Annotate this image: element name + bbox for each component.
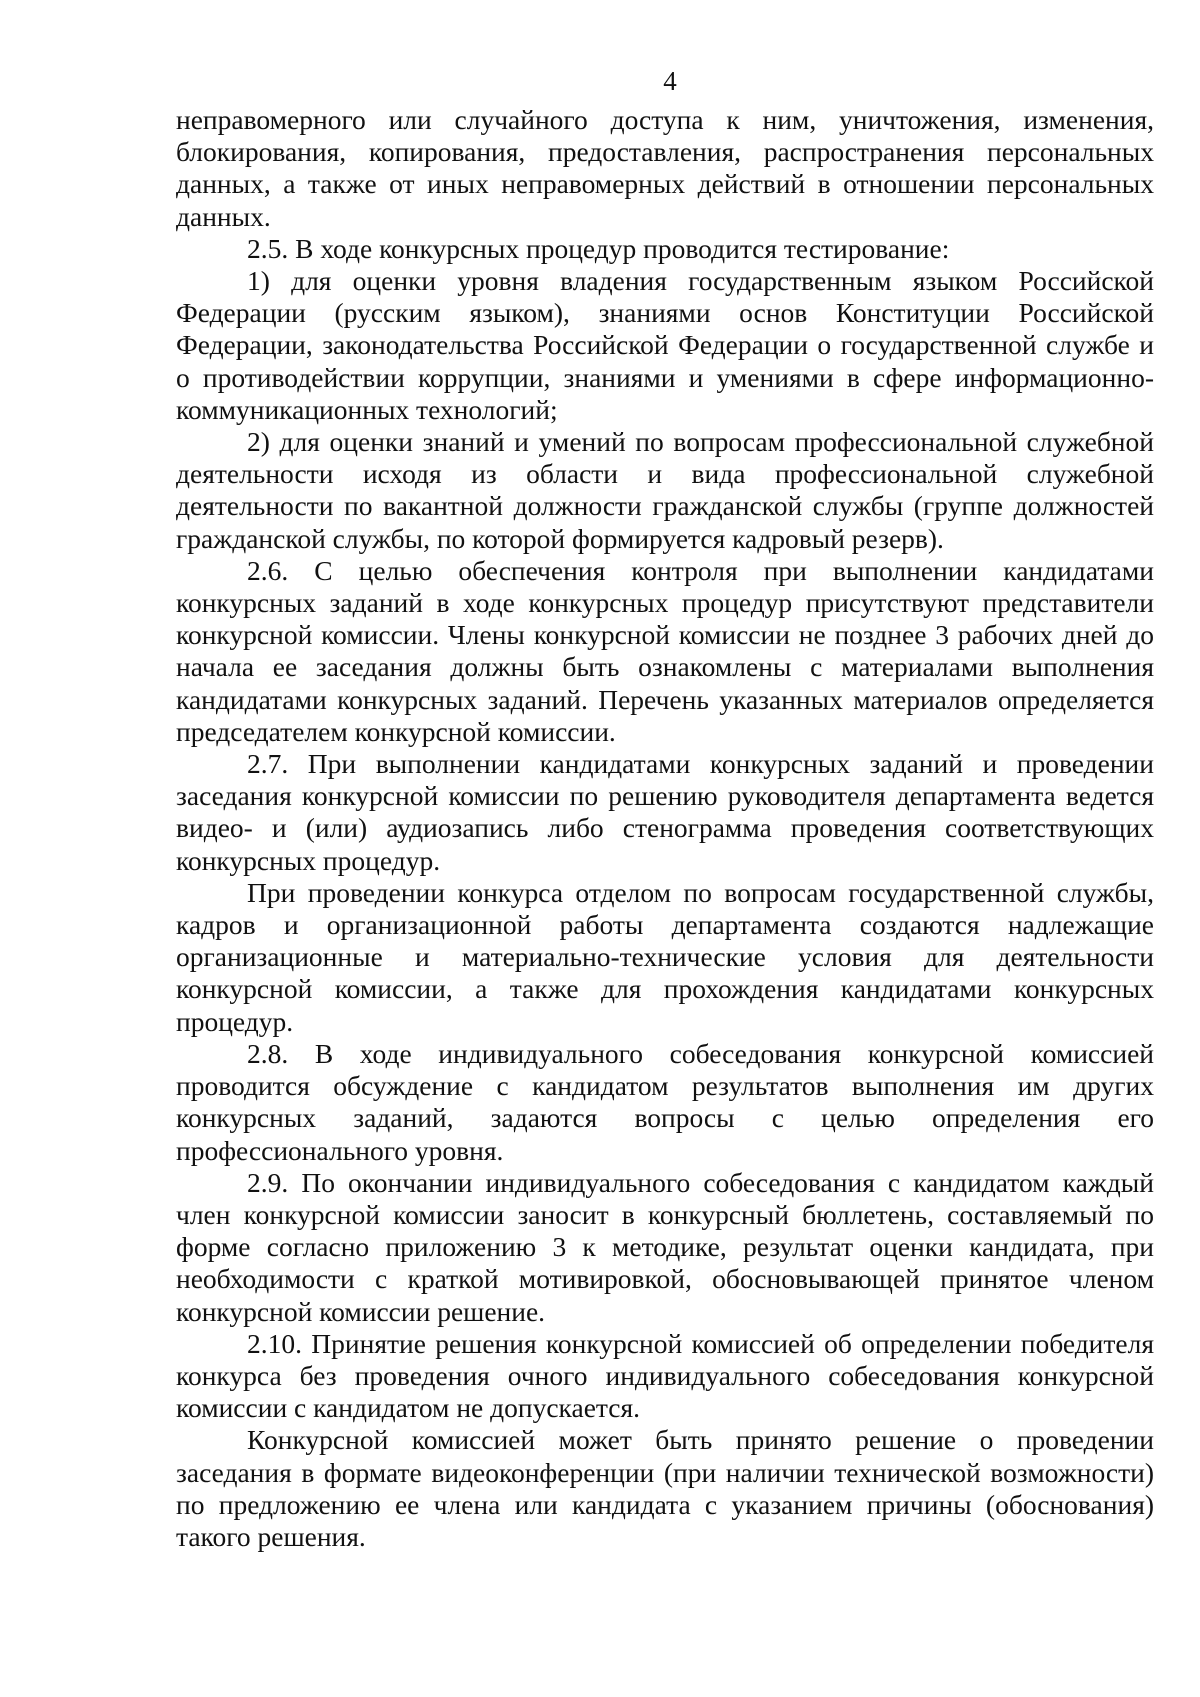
paragraph-2-10: 2.10. Принятие решения конкурсной комиссией об определении победителя конкурса без проведения очного индивидуального собеседования конкурсной комиссии с кандидатом не допускается. — [176, 1327, 1154, 1424]
paragraph-2-7: 2.7. При выполнении кандидатами конкурсных заданий и проведении заседания конкурсной комиссии по решению руководителя департамента ведется видео- и (или) аудиозапись либо стенограмма проведения соответствующих конкурсных процедур. — [176, 748, 1154, 876]
paragraph-2-5: 2.5. В ходе конкурсных процедур проводится тестирование: — [247, 232, 950, 264]
paragraph-2-9: 2.9. По окончании индивидуального собеседования с кандидатом каждый член конкурсной комиссии заносит в конкурсный бюллетень, составляемый по форме согласно приложению 3 к методике, результат оценки кандидата, при необходимости с краткой мотивировкой, обосновывающей принятое членом конкурсной комиссии решение. — [176, 1166, 1154, 1327]
document-body — [176, 104, 1154, 1553]
paragraph-2-6: 2.6. С целью обеспечения контроля при выполнении кандидатами конкурсных заданий в ходе конкурсных процедур присутствуют представители конкурсной комиссии. Члены конкурсной комиссии не позднее 3 рабочих дней до начала ее заседания должны быть ознакомлены с материалами выполнения кандидатами конкурсных заданий. Перечень указанных материалов определяется председателем конкурсной комиссии. — [176, 554, 1154, 747]
paragraph-continuation: неправомерного или случайного доступа к ним, уничтожения, изменения, блокирования, копирования, предоставления, распространения персональных данных, а также от иных неправомерных действий в отношении персональных данных. — [176, 104, 1154, 232]
paragraph-2-10-continued: Конкурсной комиссией может быть принято решение о проведении заседания в формате видеоконференции (при наличии технической возможности) по предложению ее члена или кандидата с указанием причины (обоснования) такого решения. — [176, 1424, 1154, 1552]
paragraph-2-8: 2.8. В ходе индивидуального собеседования конкурсной комиссией проводится обсуждение с кандидатом результатов выполнения им других конкурсных заданий, задаются вопросы с целью определения его профессионального уровня. — [176, 1037, 1154, 1166]
paragraph-2-5-item-2: 2) для оценки знаний и умений по вопросам профессиональной служебной деятельности исходя из области и вида профессиональной служебной деятельности по вакантной должности гражданской службы (группе должностей гражданской службы, по которой формируется кадровый резерв). — [176, 426, 1154, 554]
paragraph-2-5-item-1: 1) для оценки уровня владения государственным языком Российской Федерации (русским языком), знаниями основ Конституции Российской Федерации, законодательства Российской Федерации о государственной службе и о противодействии коррупции, знаниями и умениями в сфере информационно-коммуникационных технологий; — [176, 265, 1154, 425]
page-number: 4 — [663, 66, 677, 96]
paragraph-2-7-continued: При проведении конкурса отделом по вопросам государственной службы, кадров и организационной работы департамента создаются надлежащие организационные и материально-технические условия для деятельности конкурсной комиссии, а также для прохождения кандидатами конкурсных процедур. — [176, 876, 1154, 1037]
